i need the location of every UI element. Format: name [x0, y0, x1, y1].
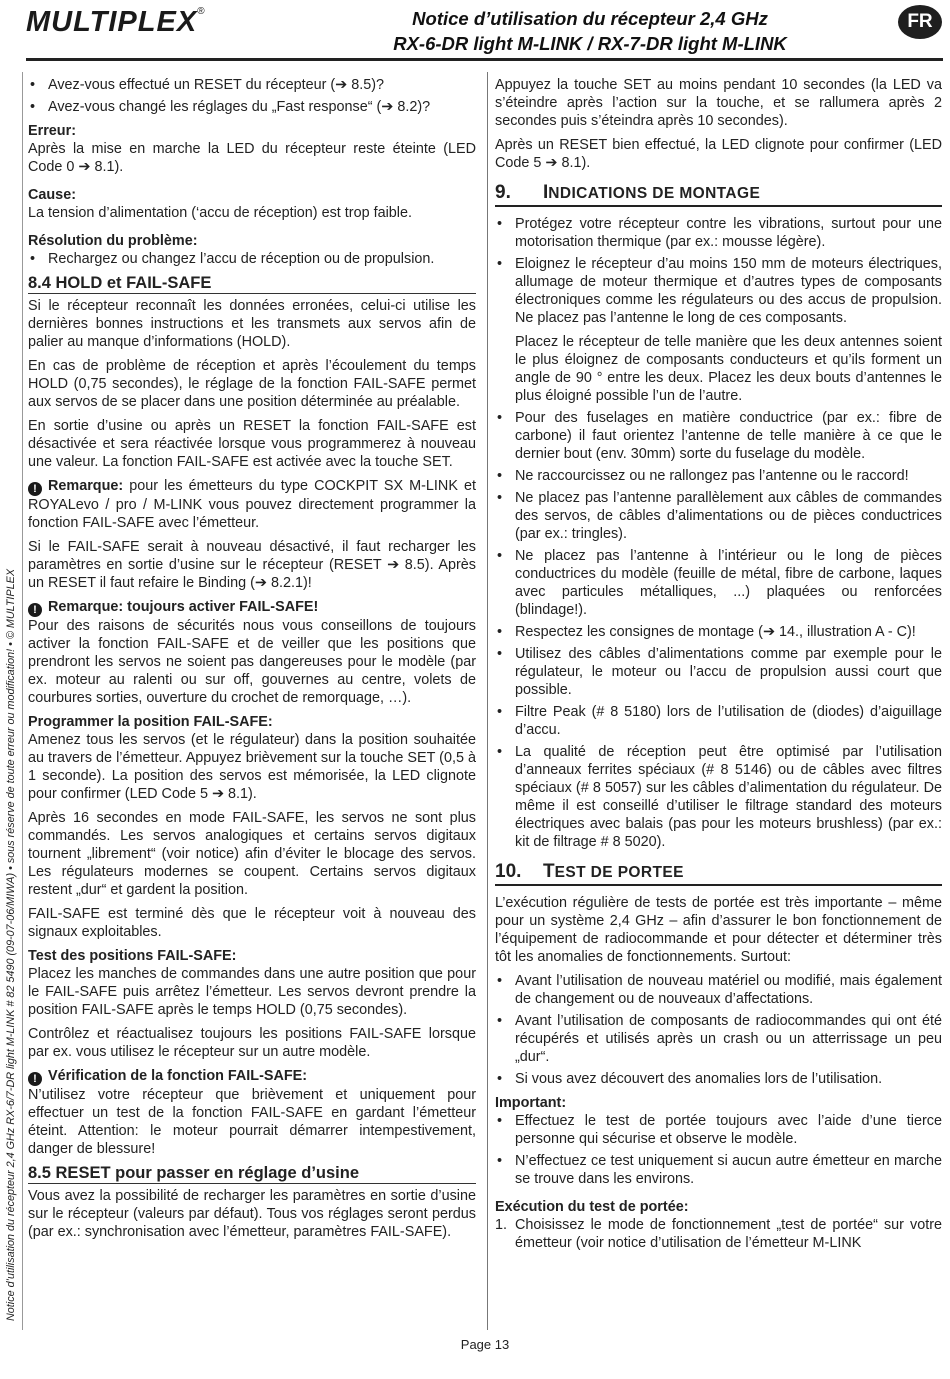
paragraph: Placez les manches de commandes dans une autre position que pour le FAIL-SAFE puis arrêtez l’émetteur. Les servos devront prendre la position FAIL-SAFE après le temps HOLD (0,75 secondes).	[28, 966, 476, 1018]
multiplex-logo: MULTIPLEX®	[26, 6, 206, 38]
list-item: • Si vous avez découvert des anomalies lors de l’utilisation.	[495, 1070, 942, 1088]
list-item: • Protégez votre récepteur contre les vibrations, surtout pour une motorisation thermique (par ex.: mousse légère).	[495, 215, 942, 251]
note-paragraph: ! Remarque: pour les émetteurs du type COCKPIT SX M-LINK et ROYALevo / pro / M-LINK vous pouvez directement programmer la fonction FAIL-SAFE avec l’émetteur.	[28, 478, 476, 531]
cause-text: La tension d’alimentation (‘accu de réception) est trop faible.	[28, 205, 412, 221]
check-list	[28, 76, 476, 116]
paragraph: FAIL-SAFE est terminé dès que le récepteur voit à nouveau des signaux exploitables.	[28, 906, 476, 940]
list-item: • Ne raccourcissez ou ne rallongez pas l’antenne ou le raccord!	[495, 467, 942, 485]
list-item: • Avant l’utilisation de composants de radiocommandes qui ont été récupérés et utilisés après un crash ou un atterrissage un peu „dur“.	[495, 1012, 942, 1066]
paragraph: Si le FAIL-SAFE serait à nouveau désactivé, il faut recharger les paramètres en sortie d’usine sur le récepteur (RESET ➔ 8.5). Après un RESET il faut refaire le Binding (➔ 8.2.1)!	[28, 539, 476, 591]
sidebar-legal-text: Notice d’utilisation du récepteur 2,4 GHz RX-6/7-DR light M-LINK # 82 5490 (09-07-06/MIWA) • sous réserve de toute erreur ou modification! • © MULTIPLEX	[5, 568, 17, 1321]
list-item: • Ne placez pas l’antenne parallèlement aux câbles de commandes des servos, de câbles d’alimentations ou de pièces conductrices (par ex.: tringles).	[495, 489, 942, 543]
info-icon: !	[28, 482, 42, 496]
paragraph: Amenez tous les servos (et le régulateur) dans la position souhaitée au travers de l’émetteur. Appuyez brièvement sur la touche SET (0,5 à 1 seconde). La position des servos est mémorisée, la LED clignote pour confirmer (LED Code 5 ➔ 8.1).	[28, 732, 476, 802]
info-icon: !	[28, 1072, 42, 1086]
section-heading-8-4: 8.4 HOLD et FAIL-SAFE	[28, 274, 476, 294]
list-item: • N’effectuez ce test uniquement si aucun autre émetteur en marche se trouve dans les environs.	[495, 1152, 942, 1188]
paragraph: Contrôlez et réactualisez toujours les positions FAIL-SAFE lorsque par ex. vous utilisez le récepteur sur un autre modèle.	[28, 1026, 476, 1060]
list-item: • La qualité de réception peut être optimisé par l’utilisation d’anneaux ferrites spéciaux (# 8 5146) ou de câbles avec filtres spéciaux (# 8 5057) sur les câbles d’alimentation du régulateur. De même il est conseillé d’utiliser le filtrage standard des moteurs électriques avec balais (pas pour les moteurs brushless) (par ex.: kit de filtrage # 8 5020).	[495, 743, 942, 851]
paragraph: Vous avez la possibilité de recharger les paramètres en sortie d’usine sur le récepteur (valeurs par défaut). Tous vos réglages seront perdus (par ex.: synchronisation avec l’émetteur, paramètres FAIL-SAFE).	[28, 1188, 476, 1240]
paragraph: Pour des raisons de sécurités nous vous conseillons de toujours activer la fonction FAIL-SAFE et de veiller que les positions que prendront les servos ne soient pas dangereuses pour le modèle (par ex. moteur au ralenti ou sur off, gouvernes au centre, volets de courbures sorties, ouverture du crochet de remorquage, …).	[28, 618, 476, 706]
paragraph: L’exécution régulière de tests de portée est très importante – même pour un système 2,4 GHz – afin d’assurer le bon fonctionnement de l’équipement de radiocommande et pour détecter et déterminer très tôt les anomalies de fonctionnements. Surtout:	[495, 895, 942, 965]
list-item: • Avez-vous changé les réglages du „Fast response“ (➔ 8.2)?	[28, 98, 476, 116]
paragraph: Après 16 secondes en mode FAIL-SAFE, les servos ne sont plus commandés. Les servos analogiques et certains servos digitaux tournent „librement“ (voir notice) afin d’éviter le blocage des servos. Les régulateurs modernes se coupent. Certains servos digitaux restent „dur“ et gardent la position.	[28, 810, 476, 898]
error-text: Après la mise en marche la LED du récepteur reste éteinte (LED Code 0 ➔ 8.1).	[28, 141, 476, 175]
section-heading-9: 9. INDICATIONS DE MONTAGE	[495, 184, 942, 207]
header-rule	[26, 58, 943, 61]
paragraph: En cas de problème de réception et après l’écoulement du temps HOLD (0,75 secondes), le réglage de la fonction FAIL-SAFE permet aux servos de se placer dans une position déterminée au préalable.	[28, 358, 476, 410]
note-heading: ! Remarque: toujours activer FAIL-SAFE!	[28, 598, 476, 617]
resolution-label: Résolution du problème:	[28, 233, 198, 249]
execution-steps	[495, 1216, 942, 1252]
column-divider	[487, 72, 488, 1330]
execution-label: Exécution du test de portée:	[495, 1199, 689, 1215]
list-item: • Eloignez le récepteur d’au moins 150 mm de moteurs électriques, allumage de moteur thermique et d’autres types de composants électroniques comme les régulateurs ou des accus de propulsion. Ne placez pas l’antenne le long de ces composants. Placez le récepteur de telle manière que les deux antennes soient le plus éloignez de composants conducteurs et qu’ils forment un angle de 90 ° entre les deux. Placez les deux bouts d’antennes le plus éloigné possible l’un de l’autre.	[495, 255, 942, 405]
left-column	[28, 76, 476, 1247]
paragraph: N’utilisez votre récepteur que brièvement et uniquement pour effectuer un test de la fonction FAIL-SAFE en gardant l’émetteur éteint. Attention: le moteur pourrait démarrer intempestivement, danger de blessure!	[28, 1087, 476, 1157]
list-item: • Rechargez ou changez l’accu de réception ou de propulsion.	[28, 250, 476, 268]
title-line-1: Notice d’utilisation du récepteur 2,4 GHz	[412, 8, 768, 29]
list-item: • Ne placez pas l’antenne à l’intérieur ou le long de pièces conductrices du modèle (feuille de métal, fibre de carbone, laques avec particules métalliques, ...) plaquées ou renforcées (blindage!).	[495, 547, 942, 619]
list-item: • Avez-vous effectué un RESET du récepteur (➔ 8.5)?	[28, 76, 476, 94]
list-item: • Utilisez des câbles d’alimentations comme par exemple pour le régulateur, le moteur ou l’accu de propulsion aussi court que possible.	[495, 645, 942, 699]
side-divider	[22, 72, 23, 1330]
subheading: Programmer la position FAIL-SAFE:	[28, 714, 273, 730]
paragraph: En sortie d’usine ou après un RESET la fonction FAIL-SAFE est désactivée et sera réactivée lorsque vous programmerez à nouveau une valeur. La fonction FAIL-SAFE est activée avec la touche SET.	[28, 418, 476, 470]
error-label: Erreur:	[28, 123, 76, 139]
right-column	[495, 76, 942, 1256]
paragraph: Si le récepteur reconnaît les données erronées, celui-ci utilise les dernières bonnes instructions et les transmets aux servos afin de palier au manque d’informations (HOLD).	[28, 298, 476, 350]
section-heading-10: 10. TEST DE PORTEE	[495, 863, 942, 886]
section-heading-8-5: 8.5 RESET pour passer en réglage d’usine	[28, 1164, 476, 1184]
info-icon: !	[28, 603, 42, 617]
list-item: • Pour des fuselages en matière conductrice (par ex.: fibre de carbone) il faut orientez l’antenne de telle manière à ce que le dernier bout (env. 30mm) sorte du fuselage du modèle.	[495, 409, 942, 463]
list-item: • Filtre Peak (# 8 5180) lors de l’utilisation de (diodes) d’aiguillage d’accu.	[495, 703, 942, 739]
list-item: • Avant l’utilisation de nouveau matériel ou modifié, mais également de changement ou de nouveaux d’affectations.	[495, 972, 942, 1008]
list-item: • Respectez les consignes de montage (➔ 14., illustration A - C)!	[495, 623, 942, 641]
important-label: Important:	[495, 1095, 567, 1111]
language-badge: FR	[898, 5, 942, 39]
document-title	[330, 6, 850, 56]
list-item: • Effectuez le test de portée toujours avec l’aide d’une tierce personne qui sécurise et observe le modèle.	[495, 1112, 942, 1148]
list-item: 1. Choisissez le mode de fonctionnement „test de portée“ sur votre émetteur (voir notice d’utilisation de l’émetteur M-LINK	[495, 1217, 942, 1251]
important-list	[495, 1112, 942, 1188]
mounting-list	[495, 215, 942, 851]
title-line-2: RX-6-DR light M-LINK / RX-7-DR light M-LINK	[393, 33, 787, 54]
page-number: Page 13	[460, 1337, 510, 1352]
range-test-list	[495, 972, 942, 1088]
cause-label: Cause:	[28, 187, 76, 203]
note-heading: ! Vérification de la fonction FAIL-SAFE:	[28, 1067, 476, 1086]
resolution-list	[28, 250, 476, 268]
paragraph: Appuyez la touche SET au moins pendant 10 secondes (la LED va s’éteindre après l’action sur la touche, et se rallumera après 2 secondes puis s’éteindra après 10 secondes).	[495, 77, 942, 129]
subheading: Test des positions FAIL-SAFE:	[28, 948, 237, 964]
paragraph: Après un RESET bien effectué, la LED clignote pour confirmer (LED Code 5 ➔ 8.1).	[495, 137, 942, 171]
